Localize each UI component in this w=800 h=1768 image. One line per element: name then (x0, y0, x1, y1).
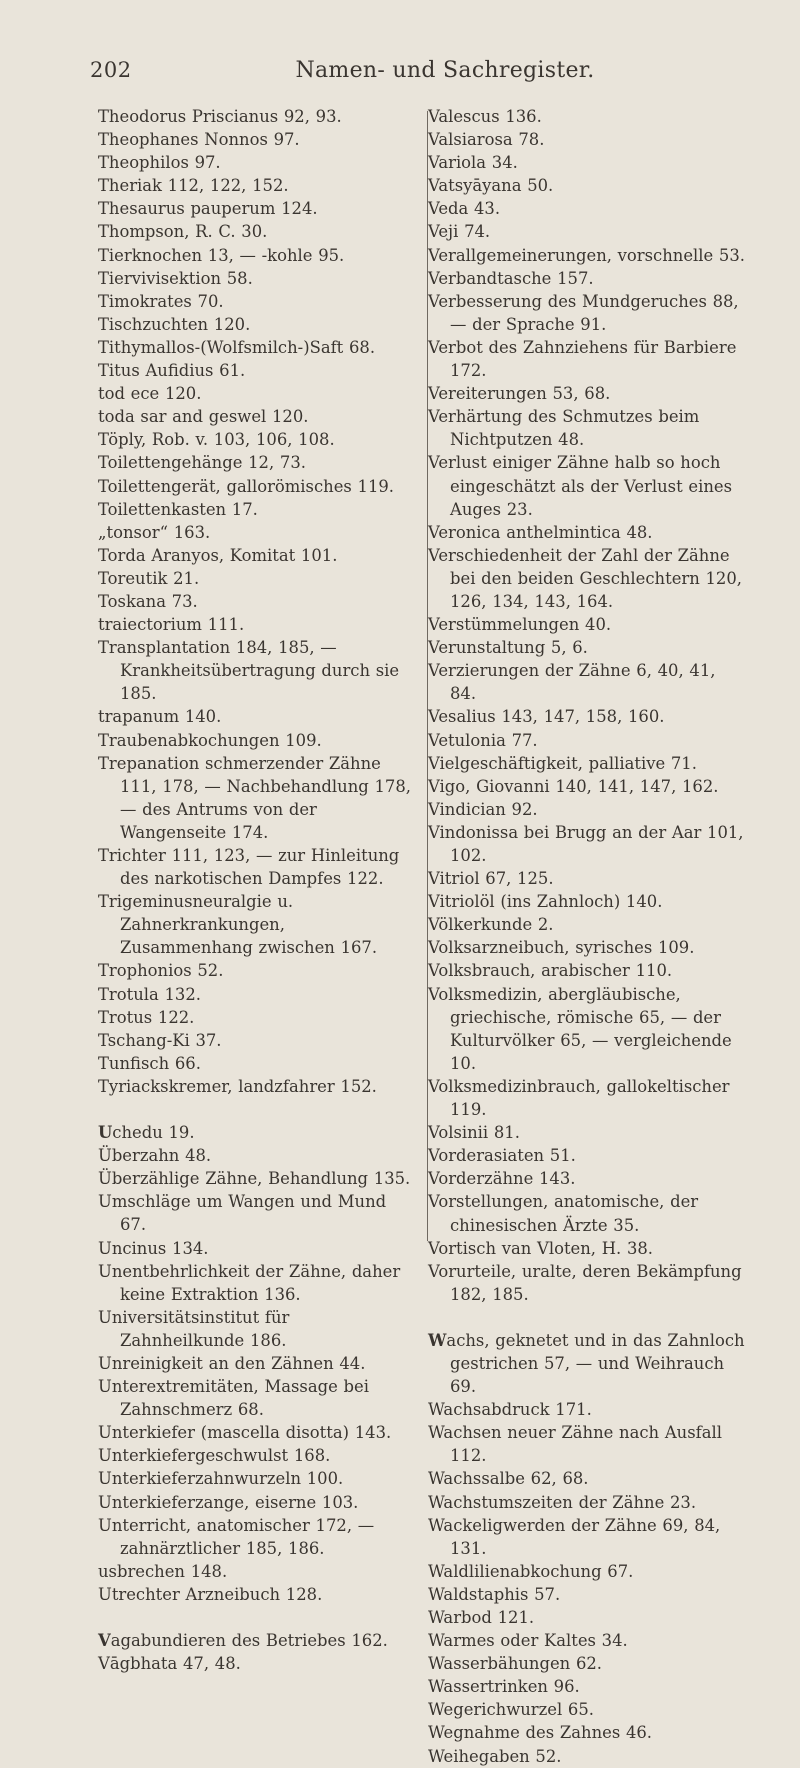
index-entry (98, 1144, 416, 1167)
index-entry (98, 128, 416, 151)
index-entry-text: Volsinii 81. (428, 1123, 520, 1143)
index-entry-text: Umschläge um Wangen und Mund 67. (98, 1192, 387, 1235)
index-entry (98, 451, 416, 474)
index-entry (428, 244, 746, 267)
index-entry (98, 1352, 416, 1375)
index-entry-text: Toilettenkasten 17. (98, 499, 258, 519)
left-column (98, 105, 416, 1675)
index-entry (98, 521, 416, 544)
index-entry (98, 590, 416, 613)
index-entry (428, 821, 746, 867)
index-entry (98, 1583, 416, 1606)
index-entry-text: Trichter 111, 123, — zur Hinleitung des narkotischen Dampfes 122. (98, 846, 400, 889)
index-entry-text: Verlust einiger Zähne halb so hoch eingeschätzt als der Verlust eines Auges 23. (428, 453, 732, 519)
index-entry (98, 244, 416, 267)
index-entry (98, 1167, 416, 1190)
index-entry-text: Wachsabdruck 171. (428, 1400, 592, 1420)
index-entry (428, 1606, 746, 1629)
index-entry-text: Tithymallos-(Wolfsmilch-)Saft 68. (98, 337, 376, 357)
index-entry-text: Toilettengerät, gallorömisches 119. (98, 476, 395, 496)
index-entry (98, 220, 416, 243)
index-entry-text: Verschiedenheit der Zahl der Zähne bei den beiden Geschlechtern 120, 126, 134, 143, 164. (428, 545, 742, 611)
index-entry-text: Vindonissa bei Brugg an der Aar 101, 102. (428, 822, 744, 865)
index-entry (98, 1006, 416, 1029)
index-columns (98, 105, 745, 1766)
index-entry (98, 1491, 416, 1514)
index-entry (428, 1675, 746, 1698)
index-entry (428, 983, 746, 1075)
index-entry (428, 405, 746, 451)
index-entry-text: Weihegaben 52. (428, 1746, 562, 1766)
index-entry-text: Volksmedizinbrauch, gallokeltischer 119. (428, 1076, 730, 1120)
index-entry (428, 1075, 746, 1121)
index-entry (428, 659, 746, 705)
index-entry (98, 1029, 416, 1052)
index-entry-text: Torda Aranyos, Komitat 101. (98, 545, 338, 565)
index-entry-text: Variola 34. (428, 153, 518, 173)
index-entry (98, 1075, 416, 1098)
index-entry (98, 636, 416, 705)
index-entry (98, 1237, 416, 1260)
index-entry (98, 1421, 416, 1444)
index-entry-text: Vatsyāyana 50. (428, 176, 554, 196)
index-entry (428, 913, 746, 936)
index-entry-text: Volksmedizin, abergläubische, griechische, römische 65, — der Kulturvölker 65, — vergleichende 10. (428, 984, 732, 1073)
index-entry (428, 151, 746, 174)
index-entry (98, 1514, 416, 1560)
index-entry (428, 1491, 746, 1514)
index-entry (428, 1121, 746, 1144)
index-entry (98, 890, 416, 959)
index-entry (428, 752, 746, 775)
index-entry-text: Timokrates 70. (98, 291, 224, 311)
index-entry-text: tod ece 120. (98, 384, 202, 404)
index-entry-text: Warbod 121. (428, 1608, 535, 1627)
index-entry-text: Vorstellungen, anatomische, der chinesischen Ärzte 35. (428, 1192, 699, 1235)
index-entry-text: Überzählige Zähne, Behandlung 135. (98, 1169, 411, 1189)
index-entry (98, 1121, 416, 1144)
index-entry-text: Volksbrauch, arabischer 110. (428, 961, 673, 981)
index-entry-text: Vāgbhata 47, 48. (98, 1654, 241, 1674)
index-entry (98, 567, 416, 590)
right-column (428, 105, 746, 1768)
index-entry (428, 959, 746, 982)
index-entry (428, 1329, 746, 1398)
index-entry-text: agabundieren des Betriebes 162. (110, 1631, 388, 1650)
index-entry-text: Utrechter Arzneibuch 128. (98, 1584, 323, 1604)
index-entry-text: Thesaurus pauperum 124. (98, 199, 318, 219)
index-entry (98, 1652, 416, 1675)
index-entry (428, 290, 746, 336)
index-entry-text: Töply, Rob. v. 103, 106, 108. (98, 430, 335, 450)
index-entry-text: Wachstumszeiten der Zähne 23. (428, 1492, 697, 1512)
index-entry (98, 359, 416, 382)
index-entry-text: Veronica anthelmintica 48. (428, 522, 653, 542)
index-entry-text: Wackeligwerden der Zähne 69, 84, 131. (428, 1515, 721, 1558)
index-entry (428, 613, 746, 636)
index-entry-text: Vortisch van Vloten, H. 38. (428, 1238, 654, 1258)
index-entry (98, 105, 416, 128)
index-entry (428, 1144, 746, 1167)
index-entry-text: Tischzuchten 120. (98, 314, 251, 334)
index-entry (428, 1698, 746, 1721)
index-entry-text: Trotula 132. (98, 984, 201, 1004)
index-entry (98, 705, 416, 728)
index-entry (98, 1190, 416, 1236)
index-entry-text: Verbesserung des Mundgeruches 88, — der Sprache 91. (428, 291, 739, 334)
section-initial: W (428, 1330, 447, 1350)
section-initial: U (98, 1123, 113, 1143)
index-entry (428, 775, 746, 798)
index-entry-text: Toreutik 21. (98, 568, 200, 588)
page-header (90, 58, 710, 88)
index-entry-text: Wasserbähungen 62. (428, 1654, 603, 1674)
index-entry (428, 1398, 746, 1421)
index-entry (428, 1260, 746, 1306)
index-entry (98, 1306, 416, 1352)
index-entry (428, 636, 746, 659)
index-entry-text: Völkerkunde 2. (428, 915, 554, 935)
index-entry (428, 936, 746, 959)
index-entry (428, 1421, 746, 1467)
index-entry (428, 1167, 746, 1190)
index-entry (98, 313, 416, 336)
index-entry (428, 451, 746, 520)
index-entry-text: Wassertrinken 96. (428, 1677, 580, 1697)
index-entry (98, 1260, 416, 1306)
index-entry-text: Trigeminusneuralgie u. Zahnerkrankungen, Zusammenhang zwischen 167. (98, 892, 378, 958)
index-entry-text: Valescus 136. (428, 107, 542, 126)
index-entry-text: Unterextremitäten, Massage bei Zahnschmerz 68. (98, 1377, 369, 1420)
index-entry-text: Veji 74. (428, 222, 491, 242)
index-entry (98, 752, 416, 844)
index-entry (428, 1721, 746, 1744)
index-entry-text: Vereiterungen 53, 68. (428, 384, 611, 404)
index-entry-text: Unreinigkeit an den Zähnen 44. (98, 1353, 366, 1373)
index-entry (98, 1467, 416, 1490)
index-entry-text: Theophilos 97. (98, 153, 221, 173)
index-entry (98, 382, 416, 405)
index-entry (98, 544, 416, 567)
index-entry-text: Verunstaltung 5, 6. (428, 638, 588, 658)
index-entry (428, 1467, 746, 1490)
index-entry (428, 267, 746, 290)
index-entry-text: Vetulonia 77. (428, 730, 538, 750)
index-entry (428, 798, 746, 821)
index-entry (428, 197, 746, 220)
index-entry-text: Uncinus 134. (98, 1238, 209, 1258)
index-entry (428, 1190, 746, 1236)
index-entry (428, 729, 746, 752)
index-entry-text: Tyriackskremer, landzfahrer 152. (98, 1076, 377, 1096)
index-entry-text: Transplantation 184, 185, — Krankheitsübertragung durch sie 185. (98, 638, 400, 704)
index-entry-text: Titus Aufidius 61. (98, 361, 246, 381)
index-entry (428, 1514, 746, 1560)
index-entry-text: Trepanation schmerzender Zähne 111, 178, — Nachbehandlung 178, — des Antrums von der Wangenseite 174. (98, 753, 411, 842)
index-entry-text: usbrechen 148. (98, 1561, 228, 1581)
index-entry (98, 959, 416, 982)
index-entry (428, 1560, 746, 1583)
index-entry-text: Valsiarosa 78. (428, 130, 545, 150)
index-entry (428, 128, 746, 151)
index-entry (428, 1745, 746, 1768)
index-entry-text: Theophanes Nonnos 97. (98, 130, 300, 150)
index-entry-text: Waldstaphis 57. (428, 1584, 561, 1604)
index-entry-text: Tschang-Ki 37. (98, 1030, 222, 1050)
index-entry-text: toda sar and geswel 120. (98, 407, 309, 427)
index-entry-text: traiectorium 111. (98, 615, 245, 635)
index-entry-text: Veda 43. (428, 199, 501, 219)
index-entry-text: Vielgeschäftigkeit, palliative 71. (428, 753, 697, 773)
index-entry-text: Unterkiefer (mascella disotta) 143. (98, 1423, 392, 1443)
index-entry-text: Vorurteile, uralte, deren Bekämpfung 182, 185. (428, 1261, 742, 1304)
index-entry (98, 1444, 416, 1467)
index-entry-text: Vorderasiaten 51. (428, 1146, 576, 1166)
index-entry-text: Verbot des Zahnziehens für Barbiere 172. (428, 337, 737, 381)
index-entry-text: Wachssalbe 62, 68. (428, 1469, 589, 1489)
index-entry-text: Vesalius 143, 147, 158, 160. (428, 707, 665, 727)
index-entry (428, 867, 746, 890)
index-entry (98, 174, 416, 197)
index-entry-text: Theriak 112, 122, 152. (98, 176, 289, 196)
index-entry-text: Unterkieferzange, eiserne 103. (98, 1492, 359, 1512)
index-entry (98, 336, 416, 359)
index-entry-text: Vorderzähne 143. (428, 1169, 576, 1189)
index-entry-text: Tierknochen 13, — -kohle 95. (98, 245, 345, 265)
index-entry (428, 336, 746, 382)
index-entry-text: Vitriolöl (ins Zahnloch) 140. (428, 892, 663, 912)
index-entry (428, 1629, 746, 1652)
index-entry-text: Tunfisch 66. (98, 1053, 201, 1073)
index-entry-text: Trophonios 52. (98, 961, 224, 981)
index-entry (428, 521, 746, 544)
index-entry-text: Universitätsinstitut für Zahnheilkunde 186. (98, 1307, 290, 1350)
index-entry (428, 174, 746, 197)
index-entry (428, 890, 746, 913)
index-entry-text: Verzierungen der Zähne 6, 40, 41, 84. (428, 661, 716, 704)
index-entry-text: Tiervivisektion 58. (98, 268, 253, 288)
index-entry-text: chedu 19. (112, 1123, 195, 1143)
index-entry-text: Toskana 73. (98, 591, 198, 611)
index-entry (428, 544, 746, 613)
index-entry-text: Unterkiefergeschwulst 168. (98, 1446, 331, 1466)
index-entry (98, 405, 416, 428)
index-entry (98, 475, 416, 498)
index-entry-text: Waldlilienabkochung 67. (428, 1561, 634, 1581)
index-entry-text: „tonsor“ 163. (98, 522, 211, 542)
index-entry-text: trapanum 140. (98, 707, 222, 727)
index-entry-text: Unentbehrlichkeit der Zähne, daher keine Extraktion 136. (98, 1261, 401, 1304)
index-entry (428, 382, 746, 405)
index-entry-text: Wegerichwurzel 65. (428, 1700, 594, 1720)
index-entry (98, 151, 416, 174)
index-entry-text: Vigo, Giovanni 140, 141, 147, 162. (428, 776, 719, 796)
index-entry (98, 1052, 416, 1075)
index-entry-text: Volksarzneibuch, syrisches 109. (428, 938, 695, 958)
index-entry (98, 197, 416, 220)
index-entry (428, 705, 746, 728)
index-entry-text: Traubenabkochungen 109. (98, 730, 322, 750)
index-entry-text: Verhärtung des Schmutzes beim Nichtputzen 48. (428, 407, 700, 450)
index-entry (428, 1583, 746, 1606)
index-entry (98, 267, 416, 290)
index-entry (428, 105, 746, 128)
index-entry-text: Vindician 92. (428, 799, 538, 819)
index-entry (98, 729, 416, 752)
index-entry (98, 290, 416, 313)
index-entry-text: Trotus 122. (98, 1007, 195, 1027)
index-entry (428, 1237, 746, 1260)
index-entry-text: Wachsen neuer Zähne nach Ausfall 112. (428, 1423, 722, 1466)
index-entry-text: Unterkieferzahnwurzeln 100. (98, 1469, 344, 1489)
index-entry-text: Vitriol 67, 125. (428, 869, 554, 889)
index-entry-text: Toilettengehänge 12, 73. (98, 453, 306, 473)
page-number: 202 (90, 58, 132, 82)
index-entry (98, 428, 416, 451)
index-entry-text: Überzahn 48. (98, 1146, 212, 1166)
index-entry-text: achs, geknetet und in das Zahnloch gestrichen 57, — und Weihrauch 69. (446, 1330, 745, 1397)
index-entry-text: Thompson, R. C. 30. (98, 222, 268, 242)
index-entry-text: Verbandtasche 157. (428, 268, 594, 288)
index-entry-text: Warmes oder Kaltes 34. (428, 1631, 628, 1651)
index-entry-text: Verstümmelungen 40. (428, 615, 612, 635)
index-entry-text: Theodorus Priscianus 92, 93. (98, 107, 342, 126)
running-title: Namen- und Sachregister. (295, 58, 595, 83)
index-entry (98, 983, 416, 1006)
index-entry (98, 1375, 416, 1421)
index-entry (98, 613, 416, 636)
index-entry (98, 1629, 416, 1652)
section-initial: V (98, 1631, 111, 1650)
index-entry (428, 1652, 746, 1675)
index-entry (428, 220, 746, 243)
index-entry-text: Unterricht, anatomischer 172, — zahnärztlicher 185, 186. (98, 1515, 375, 1558)
index-entry-text: Wegnahme des Zahnes 46. (428, 1723, 653, 1743)
index-entry (98, 1560, 416, 1583)
index-entry-text: Verallgemeinerungen, vorschnelle 53. (428, 245, 745, 265)
index-entry (98, 844, 416, 890)
index-entry (98, 498, 416, 521)
